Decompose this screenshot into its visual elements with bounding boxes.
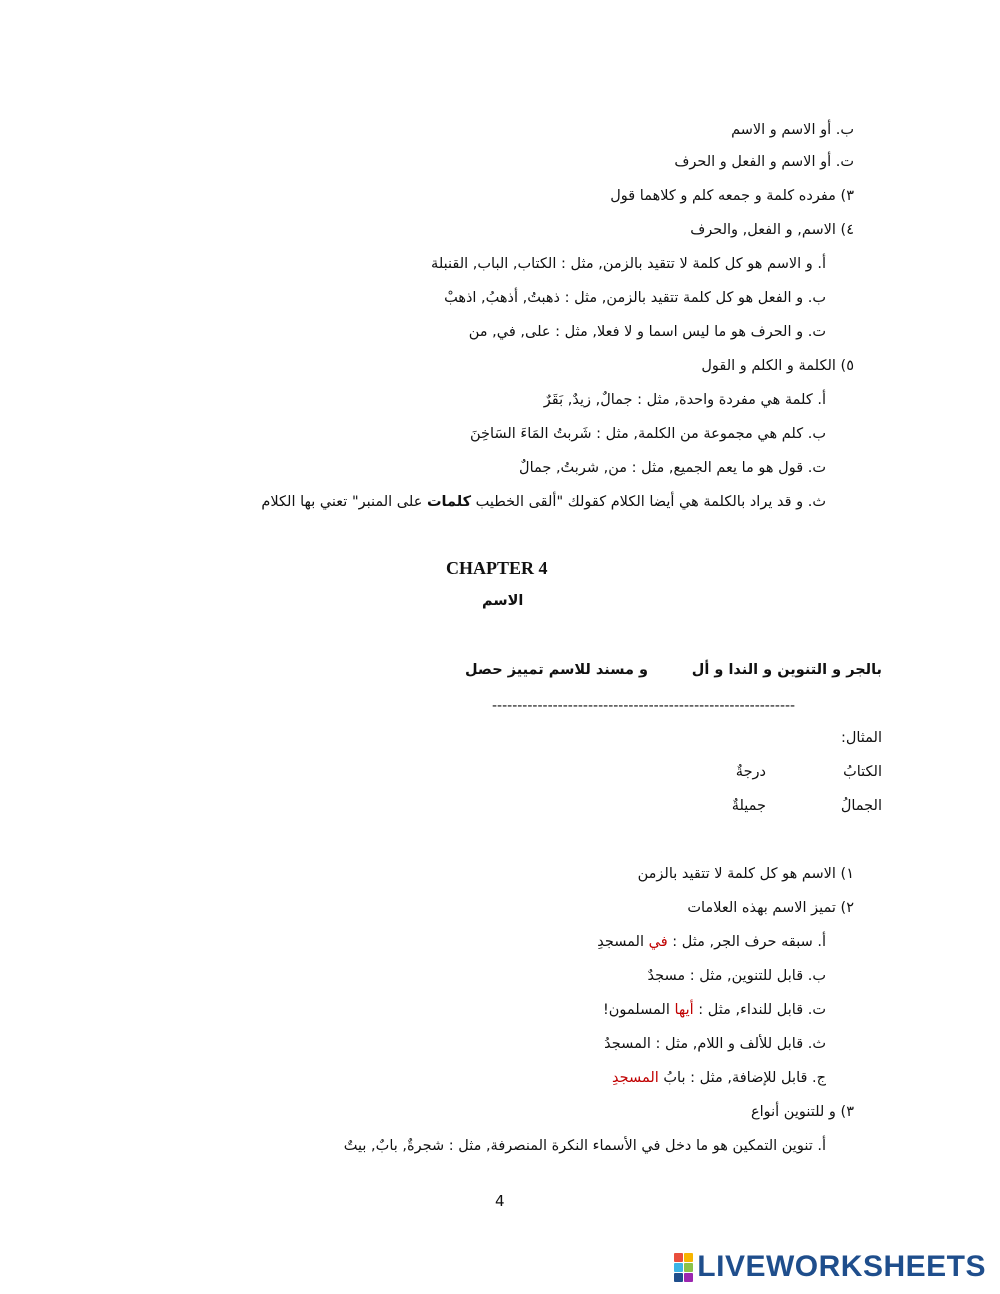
item-4a: أ. و الاسم هو كل كلمة لا تتقيد بالزمن, مثل : الكتاب, الباب, القنبلة	[431, 256, 826, 272]
noun-item-2j-highlight: المسجدِ	[612, 1070, 659, 1086]
noun-item-3a-text: أ. تنوين التمكين هو ما دخل في الأسماء النكرة المنصرفة, مثل : شجرة	[407, 1138, 826, 1154]
noun-item-2t	[603, 1000, 826, 1020]
example-word-2b: جميلةٌ	[731, 798, 766, 814]
divider-rule: ------------------------------------------------------------	[492, 698, 796, 714]
verse-right: بالجر و التنوين و الندا و أل	[691, 662, 882, 678]
option-b: ب. أو الاسم و الاسم	[731, 122, 854, 138]
item-3: ٣) مفرده كلمة و جمعه كلم و كلاهما قول	[610, 188, 854, 204]
item-5th-text: ث. و قد يراد بالكلمة هي أيضا الكلام كقولك "ألقى الخطيب	[471, 494, 826, 510]
item-4: ٤) الاسم, و الفعل, والحرف	[690, 222, 854, 238]
noun-item-3: ٣) و للتنوين أنواع	[750, 1104, 854, 1120]
item-5a: أ. كلمة هي مفردة واحدة, مثل : جمالٌ, زيدٌ, بَقَرٌ	[543, 392, 826, 408]
item-5th-bold: كلمات	[426, 494, 472, 510]
chapter-title: الاسم	[482, 593, 524, 609]
item-4b: ب. و الفعل هو كل كلمة تتقيد بالزمن, مثل : ذهبتُ, أذهبُ, اذهبْ	[444, 290, 826, 306]
item-5: ٥) الكلمة و الكلم و القول	[701, 358, 854, 374]
noun-item-2b-text: ب. قابل للتنوين, مثل : مسجد	[647, 968, 826, 984]
noun-item-2j	[612, 1068, 826, 1088]
verse-left: و مسند للاسم تمييز حصل	[464, 662, 648, 678]
noun-item-2t-text-end: المسلمون!	[602, 1002, 675, 1018]
noun-item-2: ٢) تميز الاسم بهذه العلامات	[687, 900, 854, 916]
noun-item-3a-text-3: , بيت	[343, 1138, 376, 1154]
example-label: المثال:	[840, 730, 882, 746]
logo-icon	[674, 1253, 693, 1282]
noun-item-2th: ث. قابل للألف و اللام, مثل : المسجدُ	[604, 1036, 826, 1052]
noun-item-2b	[648, 966, 827, 986]
noun-item-3a	[344, 1136, 826, 1156]
example-word-1a: الكتابُ	[843, 764, 882, 780]
option-t: ت. أو الاسم و الفعل و الحرف	[674, 154, 854, 170]
item-5t: ت. قول هو ما يعم الجميع, مثل : من, شربتُ, جمالٌ	[519, 460, 826, 476]
noun-item-2a	[597, 932, 826, 952]
item-5th-text-end: على المنبر" تعني بها الكلام	[261, 494, 427, 510]
noun-item-2t-highlight: أيها	[674, 1002, 694, 1018]
example-word-2a: الجمالُ	[840, 798, 882, 814]
noun-item-2a-text-end: المسجدِ	[597, 934, 649, 950]
noun-item-2a-text: أ. سبقه حرف الجر, مثل :	[667, 934, 826, 950]
noun-item-2t-text: ت. قابل للنداء, مثل :	[693, 1002, 826, 1018]
liveworksheets-logo	[674, 1250, 986, 1284]
item-5th	[261, 492, 826, 512]
noun-item-2a-highlight: في	[648, 934, 668, 950]
page-number: 4	[495, 1192, 505, 1210]
noun-item-1: ١) الاسم هو كل كلمة لا تتقيد بالزمن	[637, 866, 854, 882]
noun-item-3a-text-2: , باب	[375, 1138, 407, 1154]
item-5b: ب. كلم هي مجموعة من الكلمة, مثل : شَربتُ المَاءَ السَاخِنَ	[470, 426, 826, 442]
example-word-1b: درجةٌ	[735, 764, 766, 780]
item-4t: ت. و الحرف هو ما ليس اسما و لا فعلا, مثل : على, في, من	[468, 324, 826, 340]
noun-item-2j-text: ج. قابل للإضافة, مثل : بابُ	[658, 1070, 826, 1086]
logo-text: LIVEWORKSHEETS	[697, 1250, 986, 1283]
chapter-heading: CHAPTER 4	[446, 558, 548, 578]
